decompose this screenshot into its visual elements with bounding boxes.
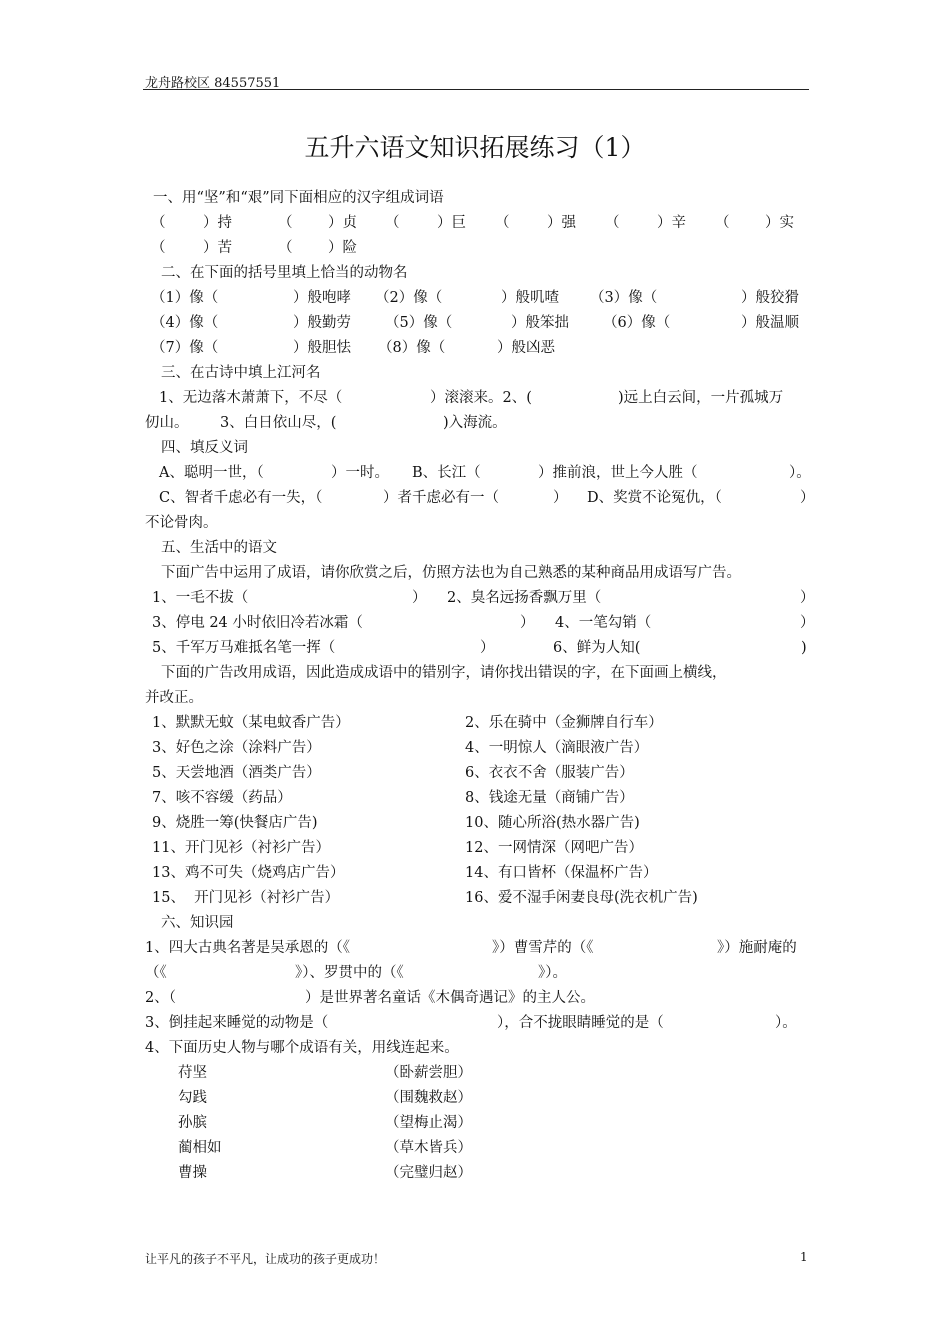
antonym-fill: B、长江（ — [412, 465, 481, 481]
section-1-row-1 — [145, 211, 809, 236]
blank-open: （ — [495, 215, 510, 231]
idiom-item: 1、默默无蚊（某电蚊香广告） — [152, 715, 350, 731]
question-fill: 3、倒挂起来睡觉的动物是（ — [145, 1015, 329, 1031]
idiom-option: （完璧归赵） — [385, 1165, 472, 1181]
section-6-q3 — [145, 1011, 809, 1036]
word-part: ）辛 — [657, 215, 686, 231]
section-1-row-2 — [145, 236, 809, 261]
antonym-fill: ） — [553, 490, 568, 506]
question-fill: 》）施耐庵的 — [717, 940, 797, 956]
idiom-item: 9、烧胜一筹(快餐店广告) — [152, 815, 318, 831]
ad-fill: ） — [520, 615, 535, 631]
fill-item: （6）像（ — [603, 315, 671, 331]
idiom-item: 15、 开门见衫（衬衫广告） — [152, 890, 340, 906]
idiom-item: 2、乐在骑中（金狮牌自行车） — [465, 715, 663, 731]
poem-fill: ）滚滚来。2、( — [430, 390, 532, 406]
antonym-fill: C、智者千虑必有一失，（ — [159, 490, 323, 506]
section-6-q1-line-1 — [145, 936, 809, 961]
section-5-intro: 下面广告中运用了成语，请你欣赏之后，仿照方法也为自己熟悉的某种商品用成语写广告。 — [161, 565, 741, 581]
ad-fill: 5、千军万马难抵名笔一挥（ — [152, 640, 336, 656]
page-footer: 让平凡的孩子不平凡，让成功的孩子更成功！ — [145, 1252, 386, 1266]
idiom-item: 7、咳不容缓（药品） — [152, 790, 292, 806]
word-part: ）强 — [547, 215, 576, 231]
blank-open: （ — [605, 215, 620, 231]
antonym-fill: D、奖赏不论冤仇，（ — [587, 490, 722, 506]
word-part: ）实 — [765, 215, 794, 231]
section-1-heading: 一、用“坚”和“艰”同下面相应的汉字组成词语 — [153, 190, 444, 206]
fill-item: ）般勤劳 — [293, 315, 351, 331]
idiom-row — [145, 761, 809, 786]
idiom-item: 4、一明惊人（滴眼液广告） — [465, 740, 649, 756]
person-name: 蔺相如 — [178, 1140, 222, 1156]
fill-item: ）般笨拙 — [511, 315, 569, 331]
ad-fill: 2、臭名远扬香飘万里（ — [447, 590, 602, 606]
section-2-row-1 — [145, 286, 809, 311]
question-fill: ）。 — [775, 1015, 797, 1031]
idiom-row — [145, 811, 809, 836]
matching-row — [145, 1061, 809, 1086]
matching-row — [145, 1161, 809, 1186]
person-name: 曹操 — [178, 1165, 207, 1181]
fill-item: （5）像（ — [385, 315, 453, 331]
idiom-item: 14、有口皆杯（保温杯广告） — [465, 865, 658, 881]
idiom-item: 10、随心所浴(热水器广告) — [465, 815, 640, 831]
person-name: 苻坚 — [178, 1065, 207, 1081]
section-4-line-1 — [145, 461, 809, 486]
idiom-row — [145, 836, 809, 861]
idiom-row — [145, 786, 809, 811]
fill-item: ）般咆哮 — [293, 290, 351, 306]
section-5-fill-1 — [145, 586, 815, 611]
ad-fill: ） — [800, 590, 815, 606]
blank-open: （ — [151, 240, 166, 256]
idiom-option: （草木皆兵） — [385, 1140, 472, 1156]
section-6-q4: 4、下面历史人物与哪个成语有关，用线连起来。 — [145, 1040, 459, 1056]
section-4-line-3: 不论骨肉。 — [145, 515, 218, 531]
antonym-fill: ）一时。 — [331, 465, 389, 481]
fill-item: （1）像（ — [151, 290, 219, 306]
blank-open: （ — [715, 215, 730, 231]
section-4-heading: 四、填反义词 — [161, 440, 248, 456]
blank-open: （ — [278, 215, 293, 231]
antonym-fill: ）者千虑必有一（ — [383, 490, 499, 506]
person-name: 孙膑 — [178, 1115, 207, 1131]
question-fill: 》）。 — [538, 965, 567, 981]
fill-item: （8）像（ — [378, 340, 446, 356]
poem-fill: 3、白日依山尽，( — [220, 415, 337, 431]
page-number: 1 — [800, 1250, 808, 1264]
section-2-row-2 — [145, 311, 809, 336]
idiom-row — [145, 711, 809, 736]
fill-item: （2）像（ — [375, 290, 443, 306]
section-6-q2 — [145, 986, 809, 1011]
person-name: 勾践 — [178, 1090, 207, 1106]
word-part: ）持 — [203, 215, 232, 231]
fill-item: （4）像（ — [151, 315, 219, 331]
section-5-heading: 五、生活中的语文 — [161, 540, 277, 556]
idiom-item: 13、鸡不可失（烧鸡店广告） — [152, 865, 345, 881]
question-fill: ），合不拢眼睛睡觉的是（ — [497, 1015, 664, 1031]
question-fill: 》）曹雪芹的（《 — [492, 940, 594, 956]
ad-fill: ） — [412, 590, 427, 606]
section-5-intro-2: 下面的广告改用成语，因此造成成语中的错别字，请你找出错误的字，在下面画上横线， — [161, 665, 727, 681]
section-5-fill-2 — [145, 611, 815, 636]
idiom-item: 11、开门见衫（衬衫广告） — [152, 840, 330, 856]
section-3-line-2 — [145, 411, 809, 436]
section-2-heading: 二、在下面的括号里填上恰当的动物名 — [161, 265, 408, 281]
section-2-row-3 — [145, 336, 809, 361]
ad-fill: 3、停电 24 小时依旧冷若冰霜（ — [152, 615, 363, 631]
poem-fill: )远上白云间，一片孤城万 — [618, 390, 784, 406]
matching-row — [145, 1086, 809, 1111]
question-fill: 2、（ — [145, 990, 176, 1006]
idiom-row — [145, 886, 809, 911]
section-3-line-1 — [145, 386, 809, 411]
idiom-item: 12、一网情深（网吧广告） — [465, 840, 643, 856]
ad-fill: ） — [800, 615, 815, 631]
matching-row — [145, 1111, 809, 1136]
ad-fill: 1、一毛不拔（ — [152, 590, 249, 606]
idiom-item: 5、天尝地酒（酒类广告） — [152, 765, 321, 781]
section-3-heading: 三、在古诗中填上江河名 — [161, 365, 321, 381]
ad-fill: ） — [480, 640, 495, 656]
ad-fill: ) — [801, 640, 807, 656]
poem-fill: 仞山。 — [145, 415, 189, 431]
idiom-row — [145, 861, 809, 886]
idiom-item: 8、钱途无量（商铺广告） — [465, 790, 634, 806]
section-4-line-2 — [145, 486, 815, 511]
idiom-option: （卧薪尝胆） — [385, 1065, 472, 1081]
matching-row — [145, 1136, 809, 1161]
blank-open: （ — [278, 240, 293, 256]
antonym-fill: A、聪明一世，（ — [159, 465, 264, 481]
antonym-fill: ）推前浪，世上今人胜（ — [538, 465, 698, 481]
fill-item: （7）像（ — [151, 340, 219, 356]
ad-fill: 6、鲜为人知( — [553, 640, 641, 656]
poem-fill: 1、无边落木萧萧下，不尽（ — [159, 390, 343, 406]
section-6-q1-line-2 — [145, 961, 809, 986]
idiom-option: （望梅止渴） — [385, 1115, 472, 1131]
document-body — [145, 186, 815, 1186]
poem-fill: )入海流。 — [443, 415, 507, 431]
word-part: ）巨 — [437, 215, 466, 231]
ad-fill: 4、一笔勾销（ — [555, 615, 652, 631]
fill-item: ）般胆怯 — [293, 340, 351, 356]
question-fill: 1、四大古典名著是吴承恩的（《 — [145, 940, 350, 956]
fill-item: （3）像（ — [590, 290, 658, 306]
antonym-fill: ） — [800, 490, 815, 506]
antonym-fill: ）。 — [789, 465, 811, 481]
matching-list — [145, 1061, 809, 1186]
word-part: ）贞 — [328, 215, 357, 231]
section-5-intro-2-cont: 并改正。 — [145, 690, 203, 706]
question-fill: 》）、罗贯中的（《 — [295, 965, 404, 981]
blank-open: （ — [151, 215, 166, 231]
question-fill: （《 — [145, 965, 167, 981]
fill-item: ）般叽喳 — [501, 290, 559, 306]
fill-item: ）般凶恶 — [497, 340, 555, 356]
idiom-item: 6、衣衣不舍（服装广告） — [465, 765, 634, 781]
idiom-item: 16、爱不湿手闲妻良母(洗衣机广告) — [465, 890, 698, 906]
idiom-row — [145, 736, 809, 761]
idiom-item: 3、好色之涂（涂料广告） — [152, 740, 321, 756]
page-title: 五升六语文知识拓展练习（1） — [304, 133, 646, 162]
idiom-option: （围魏救赵） — [385, 1090, 472, 1106]
word-part: ）险 — [328, 240, 357, 256]
fill-item: ）般温顺 — [741, 315, 799, 331]
section-5-fill-3 — [145, 636, 809, 661]
word-part: ）苦 — [203, 240, 232, 256]
page-header: 龙舟路校区 84557551 — [145, 76, 281, 91]
fill-item: ）般狡猾 — [741, 290, 799, 306]
question-fill: ）是世界著名童话《木偶奇遇记》的主人公。 — [305, 990, 595, 1006]
section-6-heading: 六、知识园 — [161, 915, 234, 931]
header-rule — [143, 89, 809, 90]
blank-open: （ — [385, 215, 400, 231]
